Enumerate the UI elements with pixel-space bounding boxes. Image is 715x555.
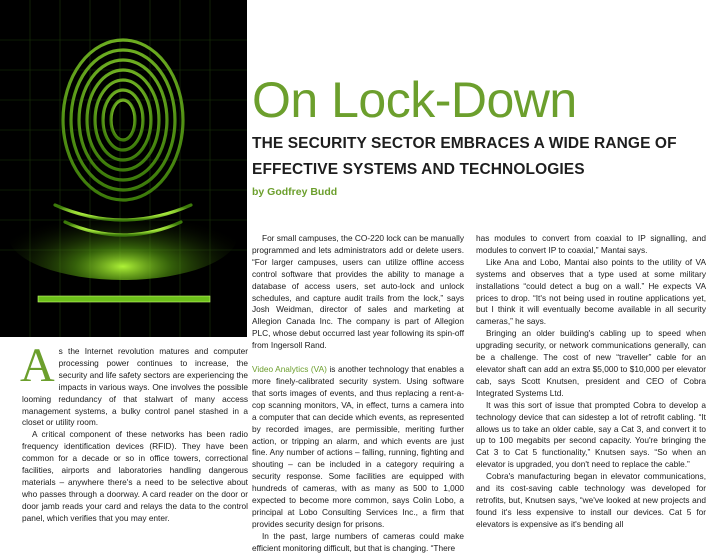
paragraph: It was this sort of issue that prompted Cobra to develop a technology device that can sidestep a lot of retrofit cabling. “It allows us to take an older cable, say a Cat 3, and convert it to up to 100 megabits per second capacity. You're bringing the Cat 3 to Cat 5 functionality,” Knutsen says. “So when an elevator is upgraded, you don't need to replace the cable.” [476, 399, 706, 470]
body-column-1 [20, 339, 248, 525]
paragraph: For small campuses, the CO-220 lock can be manually programmed and lets administrators add or delete users. “For larger campuses, users can utilize offline access control software that provides the ability to manage a database of access users, set auto-lock and unlock schedules, and capture audit trails from the lock,” says Josh Weidman, director of sales and marketing at Allegion Canada Inc. The company is part of Allegion PLC, whose debut occurred last year following its spin-off from Ingersoll Rand. [252, 233, 464, 351]
paragraph: Video Analytics (VA) is another technology that enables a more finely-calibrated security system. Using software that sorts images of events, and thus replacing a rent-a-cop scanning monitors, VA, in effect, turns a camera into a computer that can decide which events, as represented by recorded images, are permissible, meriting further action, or tripping an alarm, and which events are just fine. Any number of actions – falling, running, fighting and shouting – can be included in a category requiring a security response. Some facilities are equipped with hundreds of cameras, with as many as 500 to 1,000 expected to become more common, says Colin Lobo, a principal at Lobo Consulting Services Inc., a firm that provides security design for prisons. [252, 364, 464, 529]
body-column-3 [476, 233, 706, 531]
paragraph: In the past, large numbers of cameras could make efficient monitoring difficult, but that is changing. “There [252, 530, 464, 553]
byline: by Godfrey Budd [252, 186, 338, 198]
paragraph: Bringing an older building's cabling up to speed when upgrading security, or network communications generally, can be a challenge. The cost of new “traveller” cable for an elevator shaft can add an extra $5,000 to $10,000 per elevator cab, says Scott Knutsen, president and CEO of Cobra Integrated Systems Ltd. [476, 328, 706, 398]
fingerprint-icon [0, 0, 247, 337]
article-title: On Lock-Down [252, 72, 577, 128]
drop-cap: A [20, 339, 55, 392]
paragraph: A critical component of these networks has been radio frequency identification devices (RFID). They have been common for a decade or so in office towers, correctional facilities, airports and laboratories handling dangerous materials – anywhere there's a need to be selective about who passes through a doorway. A card reader on the door or door jamb reads your card and relays the data to the control panel, which verifies that you may enter. [22, 429, 248, 523]
paragraph: has modules to convert from coaxial to IP signalling, and modules to convert IP to coaxial,” Mantai says. [476, 233, 706, 255]
paragraph: Like Ana and Lobo, Mantai also points to the utility of VA systems and observes that a type used at some military installations “could detect a bug on a wall.” He expects VA prices to drop. “It's not being used in routine applications yet, but I think it will eventually become available in all security cameras,” he says. [476, 256, 706, 327]
paragraph: As the Internet revolution matures and computer processing power continues to increase, the security and life safety sectors are experiencing the impacts in various ways. One involves the possible looming redundancy of that stalwart of many access management systems, a bulky control panel stashed in a closet or utility room. [20, 339, 248, 428]
fingerprint-hero-image [0, 0, 247, 337]
section-lead: Video Analytics (VA) [252, 364, 327, 375]
paragraph: Cobra's manufacturing began in elevator communications, and its cost-saving cable technology was developed for retrofits, but, Knutsen says, “we've looked at new projects and found it's less expensive to install our devices. Cat 5 for elevators is expensive as it's bending all [476, 471, 706, 529]
article-subtitle: THE SECURITY SECTOR EMBRACES A WIDE RANGE OF EFFECTIVE SYSTEMS AND TECHNOLOGIES [252, 135, 677, 178]
body-column-2 [252, 233, 464, 555]
